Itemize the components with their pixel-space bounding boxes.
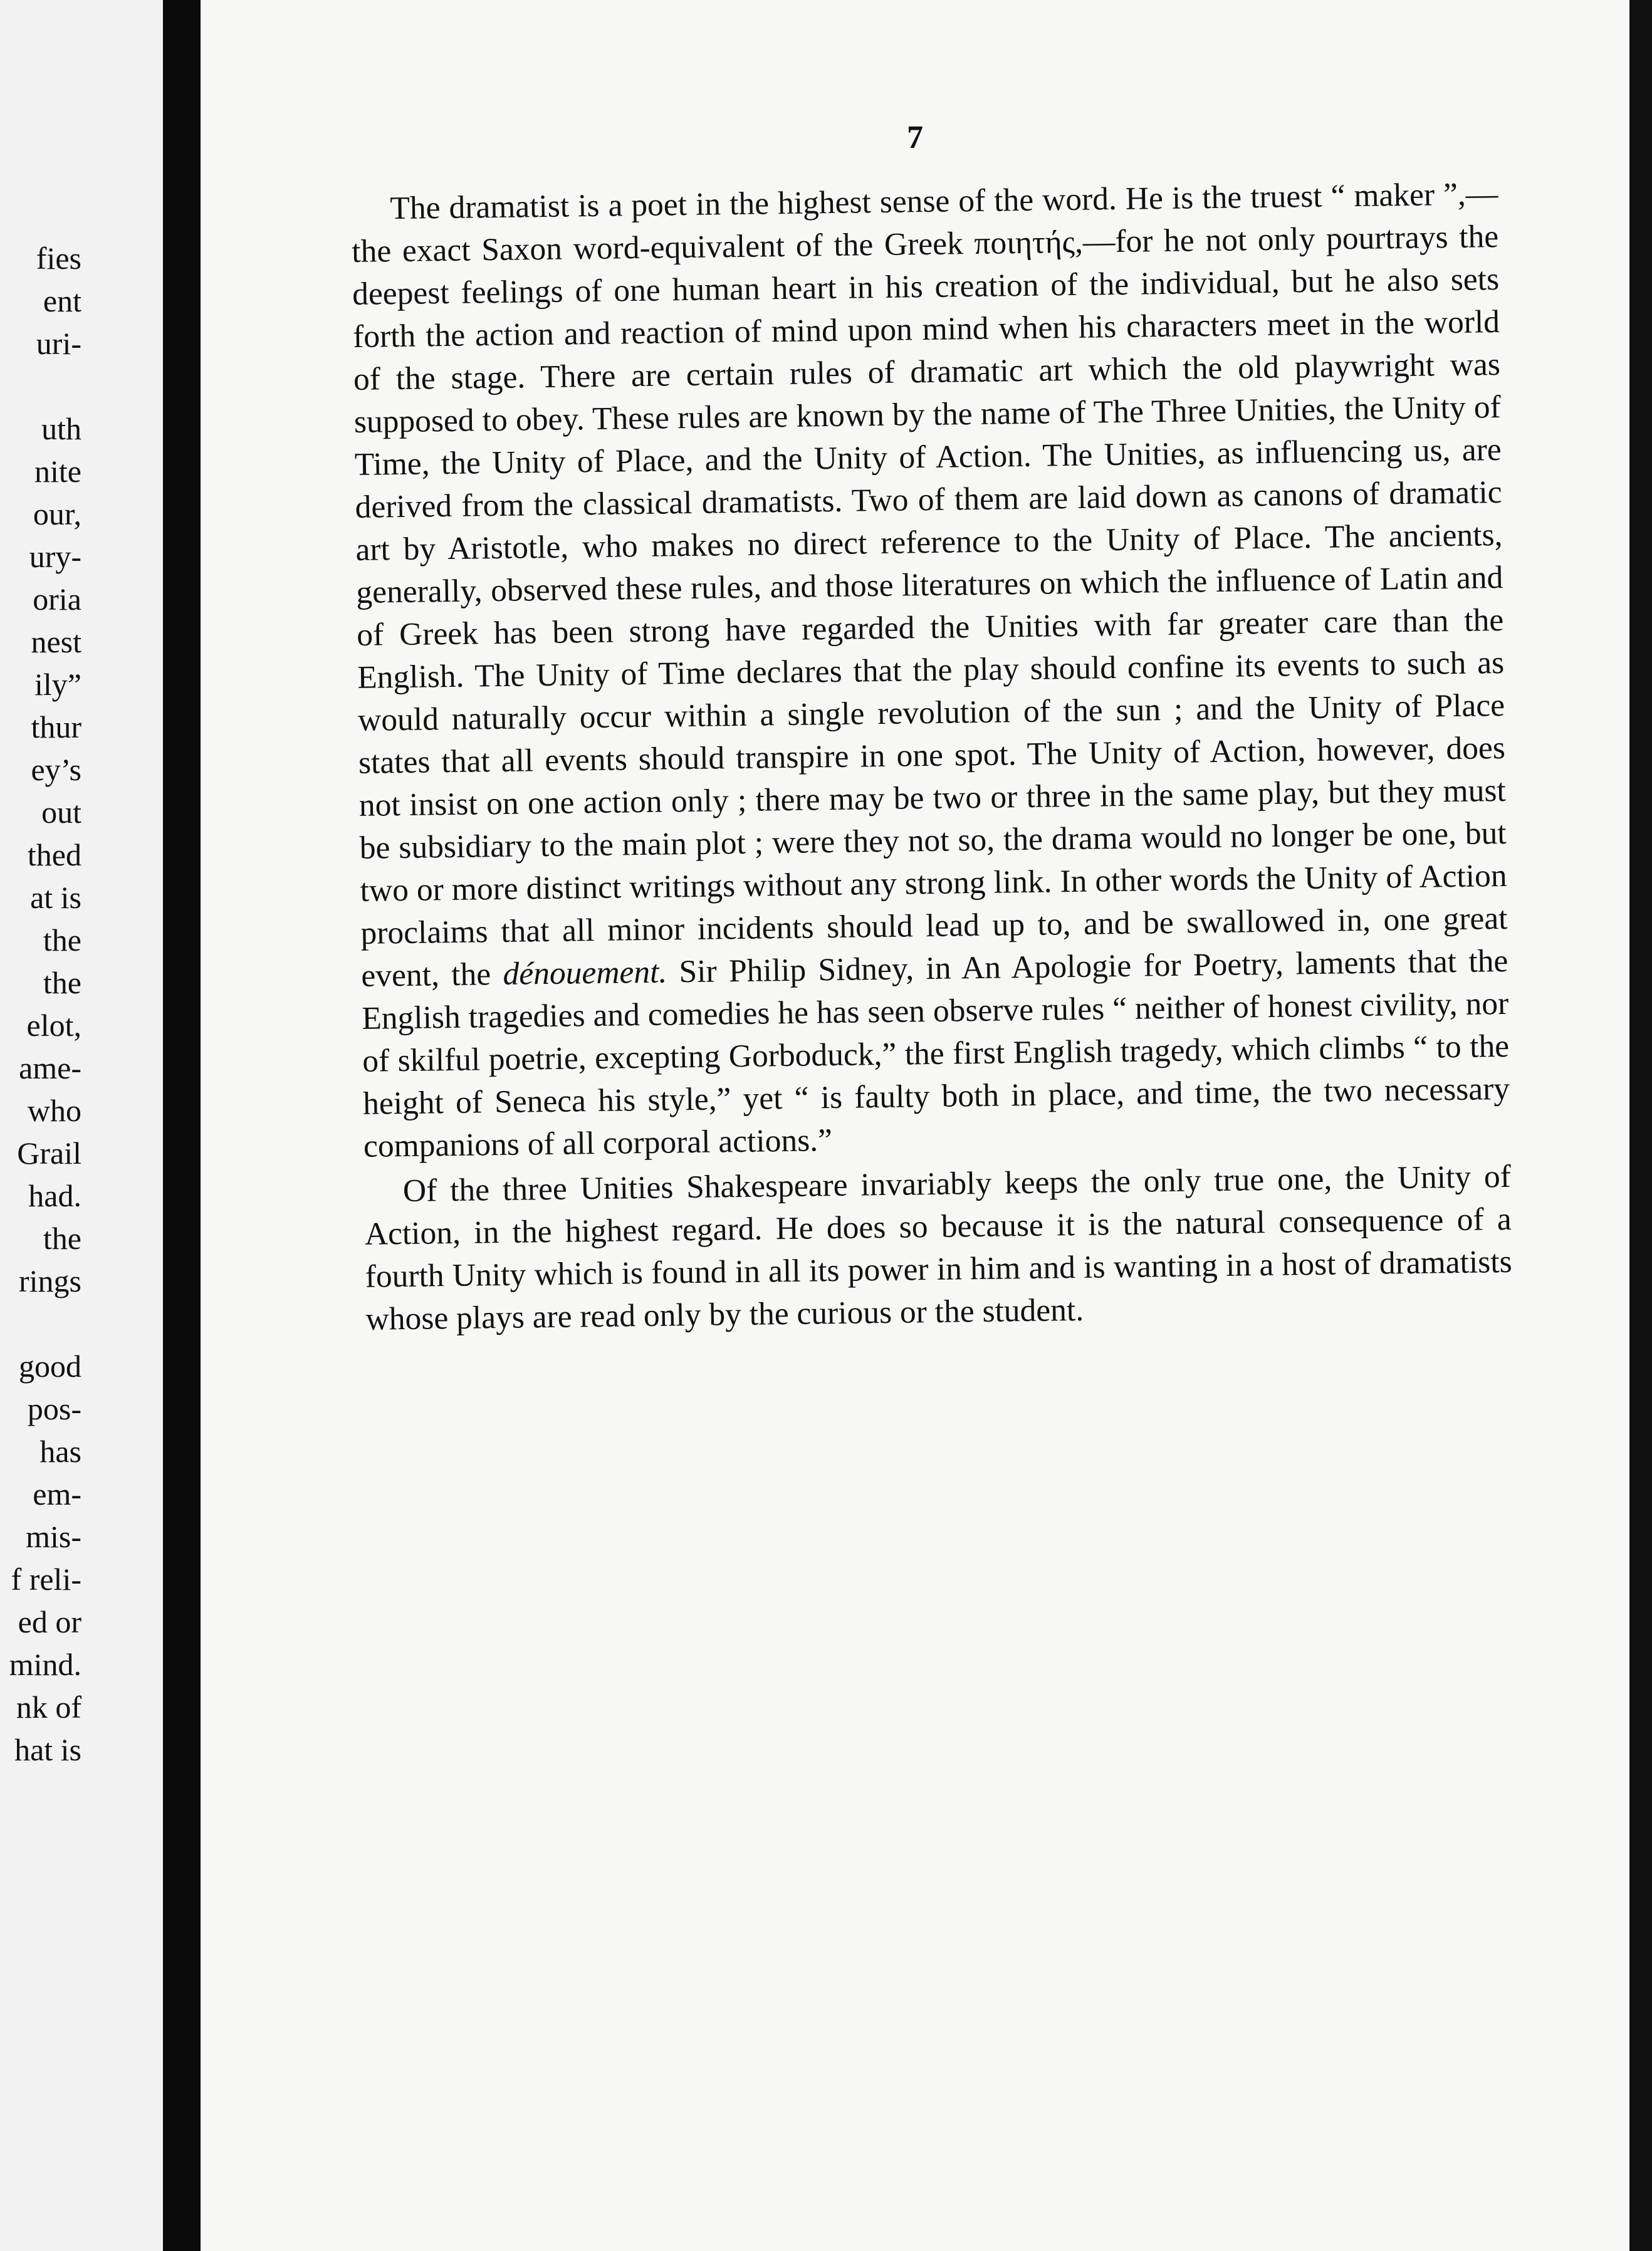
left-page-fragment: out [41, 795, 81, 830]
left-page-fragment: the [43, 922, 81, 958]
left-page-fragment: f reli- [11, 1562, 81, 1597]
left-page-fragment: ury- [29, 539, 81, 574]
left-page-fragment [0, 1302, 81, 1345]
paragraph-1-text: The dramatist is a poet in the highest sense of the word. He is the truest “ maker ”,—the exact Saxon word-equivalent of the Greek ποιητής,—for he not only pourtrays the deepest feelings of one human heart in his creation of the individual, but he also sets forth the action and reaction of mind upon mind when his characters meet in the world of the stage. There are certain rules of dramatic art which the old playwright was supposed to obey. These rules are known by the name of The Three Unities, the Unity of Time, the Unity of Place, and the Unity of Action. The Unities, as influencing us, are derived from the classical dramatists. Two of them are laid down as canons of dramatic art by Aristotle, who makes no direct reference to the Unity of Place. The ancients, generally, observed these rules, and those literatures on which the influence of Latin and of Greek has been strong have regarded the Unities with far greater care than the English. The Unity of Time declares that the play should confine its events to such as would naturally occur within a single revolution of the sun ; and the Unity of Place states that all events should transpire in one spot. The Unity of Action, however, does not insist on one action only ; there may be two or three in the same play, but they must be subsidiary to the main plot ; were they not so, the drama would no longer be one, but two or more distinct writings without any strong link. In other words the Unity of Action proclaims that all minor incidents should lead up to, and be swallowed in, one great event, the [351, 176, 1508, 994]
body-text [351, 173, 1513, 1341]
left-page-fragment: oria [33, 582, 81, 617]
left-page-fragment: good [19, 1349, 81, 1384]
left-page-fragment: nest [31, 624, 81, 659]
paragraph-1-text-continued: Sir Philip Sidney, in An Apologie for Poetry, laments that the English tragedies and comedies he has seen observe rules “ neither of honest civility, nor of skilful poetrie, excepting Gorboduck,” the first English tragedy, which climbs “ to the height of Seneca his style,” yet “ is faulty both in place, and time, the two necessary companions of all corporal actions.” [361, 943, 1510, 1164]
left-page-fragment: uth [41, 411, 81, 446]
left-page-fragment: thed [27, 837, 81, 872]
left-page-fragment: Grail [17, 1136, 81, 1171]
left-page-fragment: our, [33, 496, 81, 531]
left-page-fragment: has [39, 1434, 81, 1469]
right-page [201, 0, 1629, 2251]
left-page-line-fragments [0, 237, 163, 1771]
left-page-fragment: rings [19, 1263, 81, 1298]
paragraph-1-italic-term: dénouement. [503, 954, 667, 992]
left-page-fragment: ent [43, 283, 81, 318]
left-page-fragment: hat is [14, 1732, 81, 1767]
left-page-fragment: mind. [9, 1647, 81, 1682]
left-page-fragment: ily” [34, 667, 81, 702]
paragraph-2: Of the three Unities Shakespeare invariably keeps the only true one, the Unity of Action, in the highest regard. He does so because it is the natural consequence of a fourth Unity which is found in all its power in him and is wanting in a host of dramatists whose plays are read only by the curious or the student. [364, 1158, 1512, 1337]
left-page-fragment: nk of [16, 1690, 81, 1725]
left-page-fragment: ame- [19, 1050, 81, 1085]
paragraph-1 [351, 173, 1510, 1168]
left-page-fragment: pos- [27, 1391, 81, 1426]
left-page-fragment: em- [33, 1476, 81, 1512]
left-page-fragment: fies [36, 241, 81, 276]
left-page-fragment: the [43, 1221, 81, 1256]
left-page-fragment: ey’s [31, 752, 81, 787]
left-page-fragment [0, 365, 81, 407]
left-page-fragment: uri- [36, 326, 81, 361]
left-page-fragment: had. [28, 1178, 81, 1213]
left-page-fragment: ed or [18, 1604, 81, 1639]
left-page-fragment: thur [31, 709, 81, 744]
right-page-edge [1629, 0, 1652, 2251]
left-page-fragment: the [43, 965, 81, 1000]
left-page-fragment: nite [34, 454, 81, 489]
left-page-fragment: at is [30, 880, 81, 915]
page-number: 7 [907, 120, 923, 155]
left-page-fragment: mis- [26, 1519, 81, 1554]
book-gutter [163, 0, 201, 2251]
left-page-fragment: elot, [26, 1008, 81, 1043]
left-page-fragment: who [27, 1093, 81, 1128]
left-page-edge [0, 0, 163, 2251]
